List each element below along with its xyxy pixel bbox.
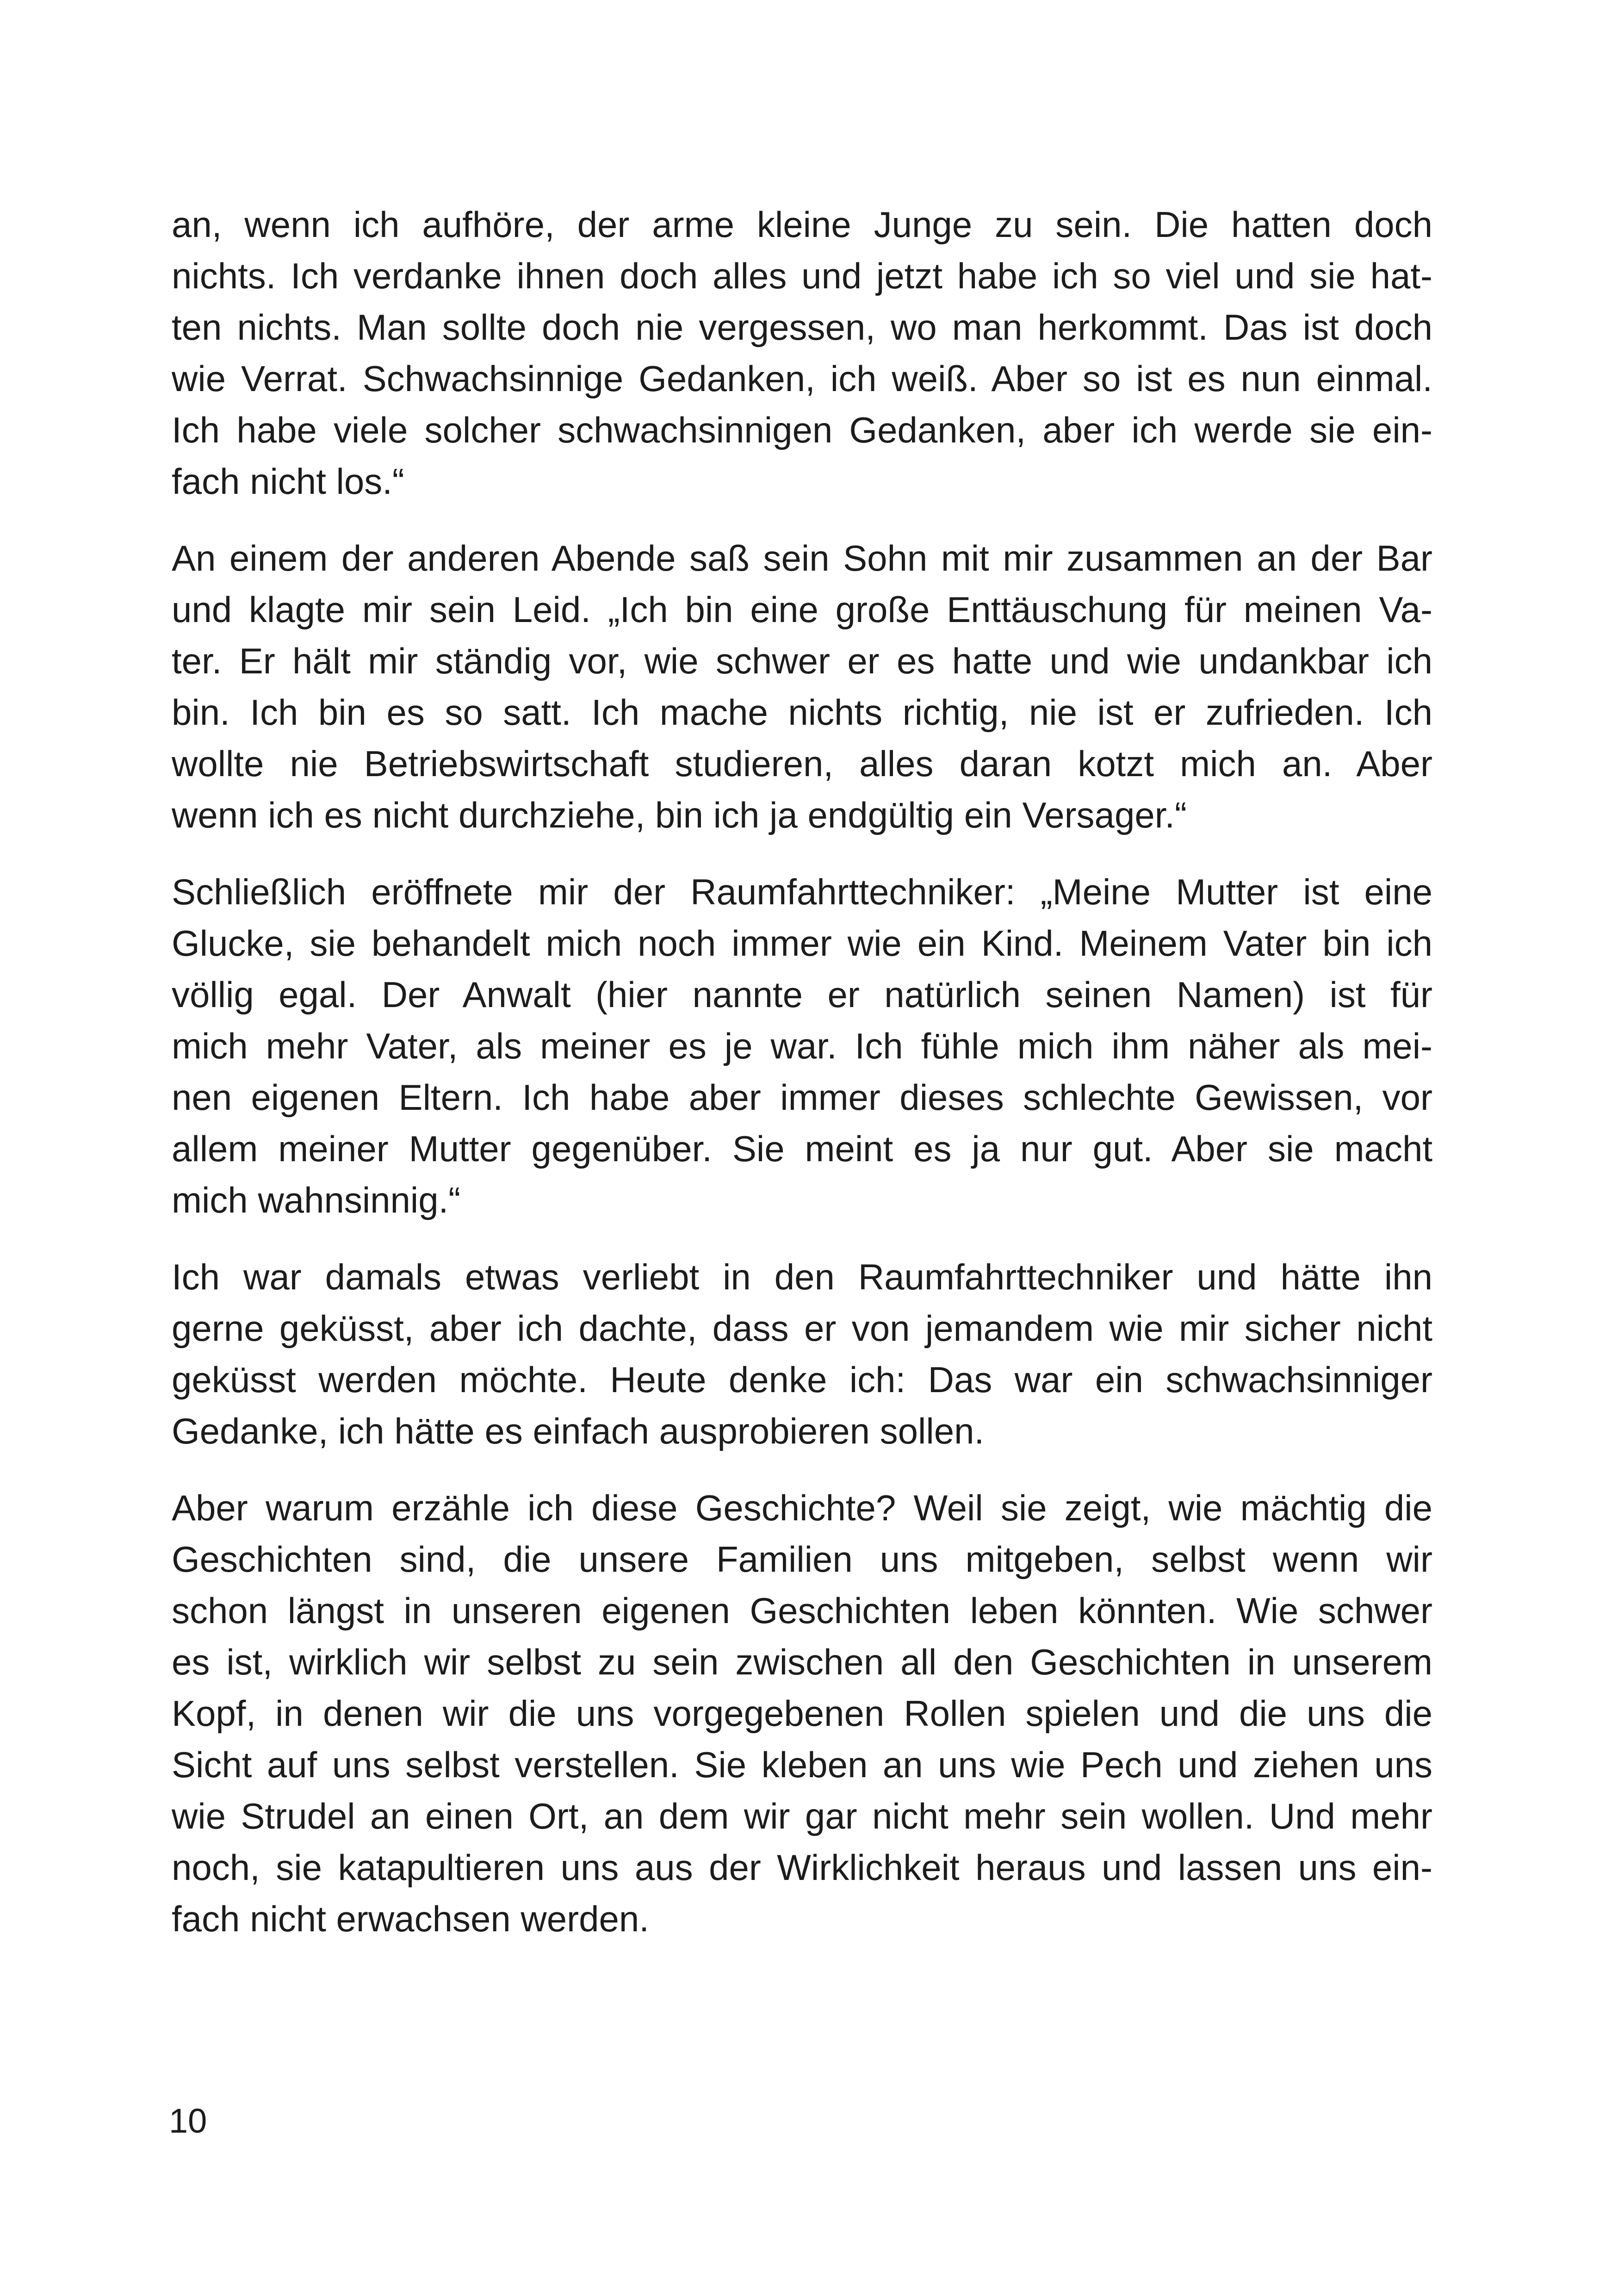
text-line: schon längst in unseren eigenen Geschichten leben könnten. Wie schwer — [172, 1590, 1432, 1631]
text-line: Kopf, in denen wir die uns vorgegebenen Rollen spielen und die uns die — [172, 1693, 1432, 1734]
text-line: wollte nie Betriebswirtschaft studieren, alles daran kotzt mich an. Aber — [172, 743, 1432, 784]
text-line: es ist, wirklich wir selbst zu sein zwischen all den Geschichten in unserem — [172, 1642, 1432, 1682]
text-line: nen eigenen Eltern. Ich habe aber immer dieses schlechte Gewissen, vor — [172, 1077, 1432, 1118]
text-line: noch, sie katapultieren uns aus der Wirklichkeit heraus und lassen uns ein- — [172, 1847, 1432, 1888]
text-line: völlig egal. Der Anwalt (hier nannte er natürlich seinen Namen) ist für — [172, 974, 1432, 1015]
text-line: Gedanke, ich hätte es einfach ausprobieren sollen. — [172, 1411, 985, 1451]
text-line: wie Strudel an einen Ort, an dem wir gar nicht mehr sein wollen. Und mehr — [172, 1796, 1432, 1836]
text-line: Glucke, sie behandelt mich noch immer wie ein Kind. Meinem Vater bin ich — [172, 923, 1432, 964]
paragraph — [172, 866, 1432, 1226]
paragraph — [172, 1482, 1432, 1945]
text-line: Sicht auf uns selbst verstellen. Sie kleben an uns wie Pech und ziehen uns — [172, 1744, 1432, 1785]
paragraph — [172, 199, 1432, 507]
text-line: und klagte mir sein Leid. „Ich bin eine große Enttäuschung für meinen Va- — [172, 589, 1432, 630]
text-line: Geschichten sind, die unsere Familien uns mitgeben, selbst wenn wir — [172, 1539, 1432, 1580]
text-line: mich mehr Vater, als meiner es je war. Ich fühle mich ihm näher als mei- — [172, 1026, 1432, 1066]
text-line: ten nichts. Man sollte doch nie vergessen, wo man herkommt. Das ist doch — [172, 307, 1432, 348]
text-line: An einem der anderen Abende saß sein Sohn mit mir zusammen an der Bar — [172, 538, 1432, 579]
page-number: 10 — [169, 2102, 207, 2140]
text-line: Schließlich eröffnete mir der Raumfahrttechniker: „Meine Mutter ist eine — [172, 871, 1432, 912]
text-line: wie Verrat. Schwachsinnige Gedanken, ich weiß. Aber so ist es nun einmal. — [172, 358, 1432, 399]
text-line: geküsst werden möchte. Heute denke ich: Das war ein schwachsinniger — [172, 1359, 1432, 1400]
text-line: fach nicht erwachsen werden. — [172, 1898, 649, 1939]
text-line: wenn ich es nicht durchziehe, bin ich ja endgültig ein Versager.“ — [172, 795, 1187, 835]
paragraph — [172, 533, 1432, 841]
body-text — [172, 199, 1432, 1970]
paragraph — [172, 1251, 1432, 1457]
text-line: fach nicht los.“ — [172, 461, 404, 502]
text-line: gerne geküsst, aber ich dachte, dass er von jemandem wie mir sicher nicht — [172, 1308, 1432, 1349]
text-line: mich wahnsinnig.“ — [172, 1180, 461, 1220]
text-line: bin. Ich bin es so satt. Ich mache nichts richtig, nie ist er zufrieden. Ich — [172, 692, 1432, 733]
text-line: an, wenn ich aufhöre, der arme kleine Junge zu sein. Die hatten doch — [172, 204, 1432, 245]
text-line: allem meiner Mutter gegenüber. Sie meint es ja nur gut. Aber sie macht — [172, 1128, 1432, 1169]
text-line: Aber warum erzähle ich diese Geschichte? Weil sie zeigt, wie mächtig die — [172, 1487, 1432, 1528]
text-line: Ich habe viele solcher schwachsinnigen Gedanken, aber ich werde sie ein- — [172, 410, 1432, 450]
text-line: nichts. Ich verdanke ihnen doch alles und jetzt habe ich so viel und sie hat- — [172, 255, 1432, 296]
text-line: Ich war damals etwas verliebt in den Raumfahrttechniker und hätte ihn — [172, 1257, 1432, 1297]
text-line: ter. Er hält mir ständig vor, wie schwer er es hatte und wie undankbar ich — [172, 641, 1432, 681]
